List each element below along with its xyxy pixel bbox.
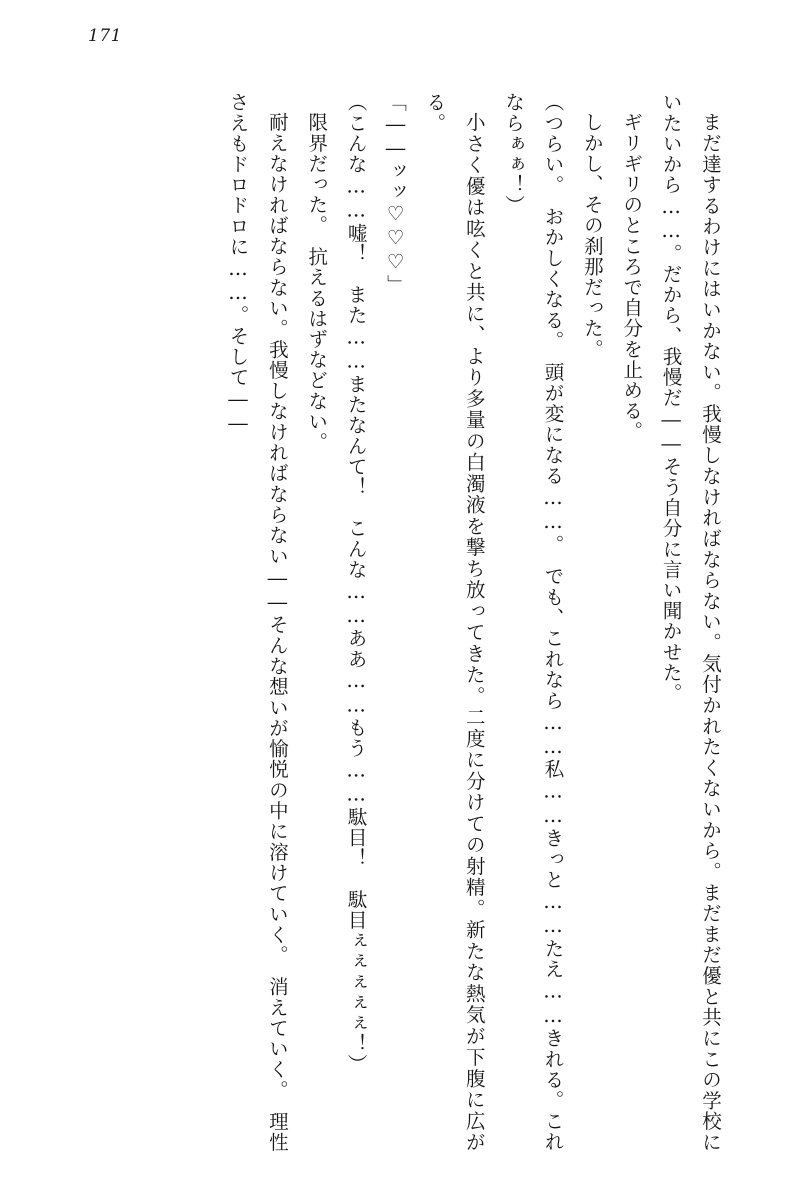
paragraph: （つらい。 おかしくなる。 頭が変になる……。 でも、これなら……私……きっと……たえ……きれる。これならぁぁ！） <box>502 92 565 1152</box>
paragraph: ギリギリのところで自分を止める。 <box>620 111 644 442</box>
paragraph: 耐えなければならない。我慢しなければならない――そんな想いが愉悦の中に溶けていく。 消えていく。 理性さえもドロドロに……。そして―― <box>226 92 289 1152</box>
page-number: 171 <box>88 26 122 46</box>
paragraph: しかし、その刹那だった。 <box>580 111 604 359</box>
paragraph: まだ達するわけにはいかない。我慢しなければならない。気付かれたくないから。まだまだ優と共にこの学校にいたいから……。だから、我慢だ――そう自分に言い聞かせた。 <box>659 92 722 1152</box>
paragraph: 限界だった。 抗えるはずなどない。 <box>305 111 329 452</box>
paragraph: （こんな……嘘！ また……またなんて！ こんな……ああ……もう……駄目！ 駄目ぇぇぇぇぇ！） <box>344 92 368 1075</box>
page-body-text <box>70 92 730 1152</box>
paragraph: 小さく優は呟くと共に、より多量の白濁液を撃ち放ってきた。二度に分けての射精。新たな熱気が下腹に広がる。 <box>423 92 486 1152</box>
paragraph: 「――ッッ♡♡♡」 <box>384 92 407 295</box>
